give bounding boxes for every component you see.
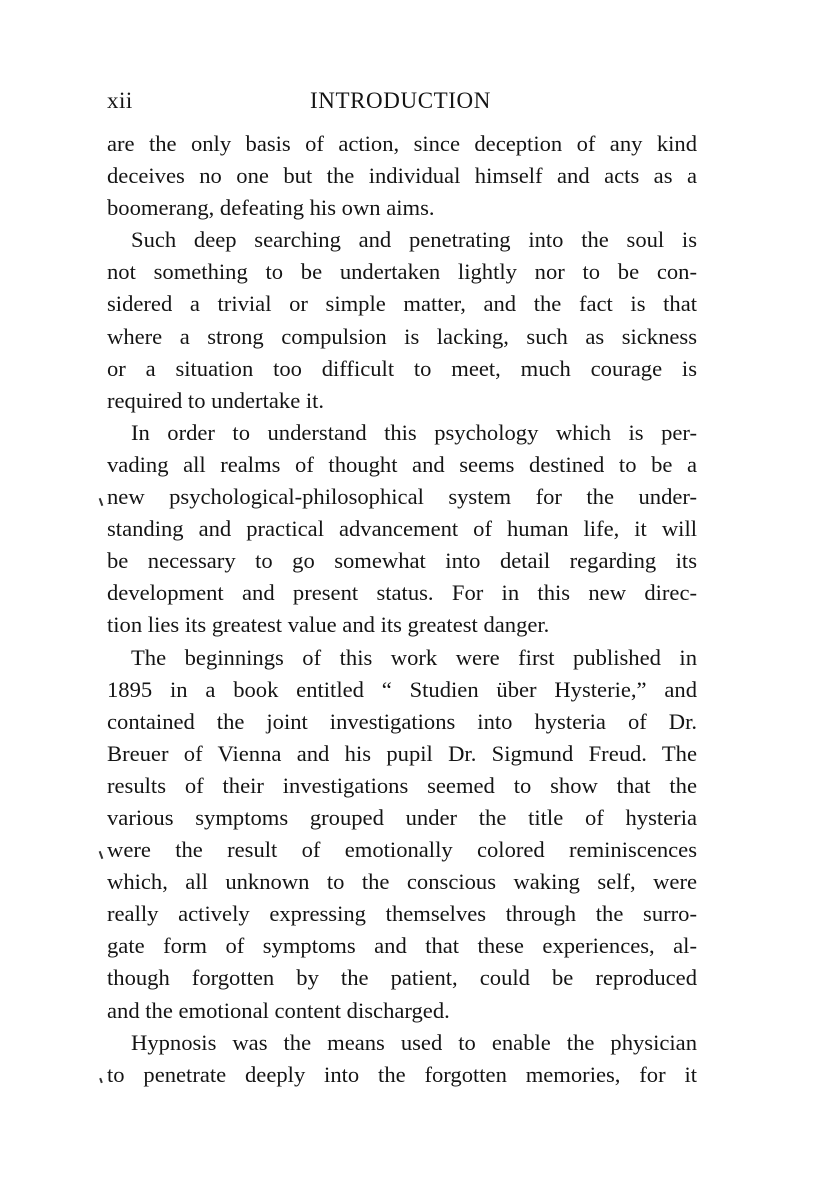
- text-line: not something to be undertaken lightly nor to be con-: [107, 259, 697, 285]
- text-line: tion lies its greatest value and its greatest danger.: [107, 612, 550, 638]
- text-line: which, all unknown to the conscious waking self, were: [107, 869, 697, 895]
- text-line: to penetrate deeply into the forgotten memories, for it: [107, 1061, 697, 1087]
- body-text: [107, 128, 697, 1091]
- text-line: 1895 in a book entitled “ Studien über Hysterie,” and: [107, 676, 697, 702]
- text-line: required to undertake it.: [107, 387, 325, 413]
- page-number: xii: [107, 88, 133, 113]
- text-line: contained the joint investigations into hysteria of Dr.: [107, 708, 697, 734]
- text-line: boomerang, defeating his own aims.: [107, 195, 435, 221]
- text-line: Breuer of Vienna and his pupil Dr. Sigmund Freud. The: [107, 740, 697, 766]
- text-line: various symptoms grouped under the title of hysteria: [107, 804, 697, 830]
- text-line: Such deep searching and penetrating into the soul is: [131, 227, 697, 253]
- text-line: where a strong compulsion is lacking, such as sickness: [107, 323, 697, 349]
- running-title: INTRODUCTION: [310, 88, 491, 113]
- margin-mark: [99, 1078, 103, 1083]
- text-line: really actively expressing themselves through the surro-: [107, 901, 697, 927]
- text-line: vading all realms of thought and seems destined to be a: [107, 451, 697, 477]
- margin-mark: [99, 851, 104, 859]
- text-line: development and present status. For in this new direc-: [107, 580, 697, 606]
- text-line: results of their investigations seemed to show that the: [107, 772, 697, 798]
- text-line: sidered a trivial or simple matter, and the fact is that: [107, 291, 697, 317]
- text-line: gate form of symptoms and that these experiences, al-: [107, 933, 697, 959]
- text-line: new psychological-philosophical system for the under-: [107, 484, 697, 510]
- text-line: and the emotional content discharged.: [107, 997, 450, 1023]
- text-line: standing and practical advancement of human life, it will: [107, 516, 697, 542]
- text-line: are the only basis of action, since deception of any kind: [107, 131, 697, 156]
- text-line: Hypnosis was the means used to enable the physician: [131, 1029, 697, 1055]
- text-line: deceives no one but the individual himself and acts as a: [107, 163, 697, 189]
- margin-mark: [99, 498, 104, 506]
- text-line: be necessary to go somewhat into detail regarding its: [107, 548, 697, 574]
- text-line: or a situation too difficult to meet, much courage is: [107, 355, 697, 381]
- text-line: The beginnings of this work were first published in: [131, 644, 697, 670]
- running-head: [107, 84, 697, 118]
- text-line: though forgotten by the patient, could be reproduced: [107, 965, 697, 991]
- text-line: In order to understand this psychology which is per-: [131, 419, 697, 445]
- text-line: were the result of emotionally colored reminiscences: [107, 837, 697, 863]
